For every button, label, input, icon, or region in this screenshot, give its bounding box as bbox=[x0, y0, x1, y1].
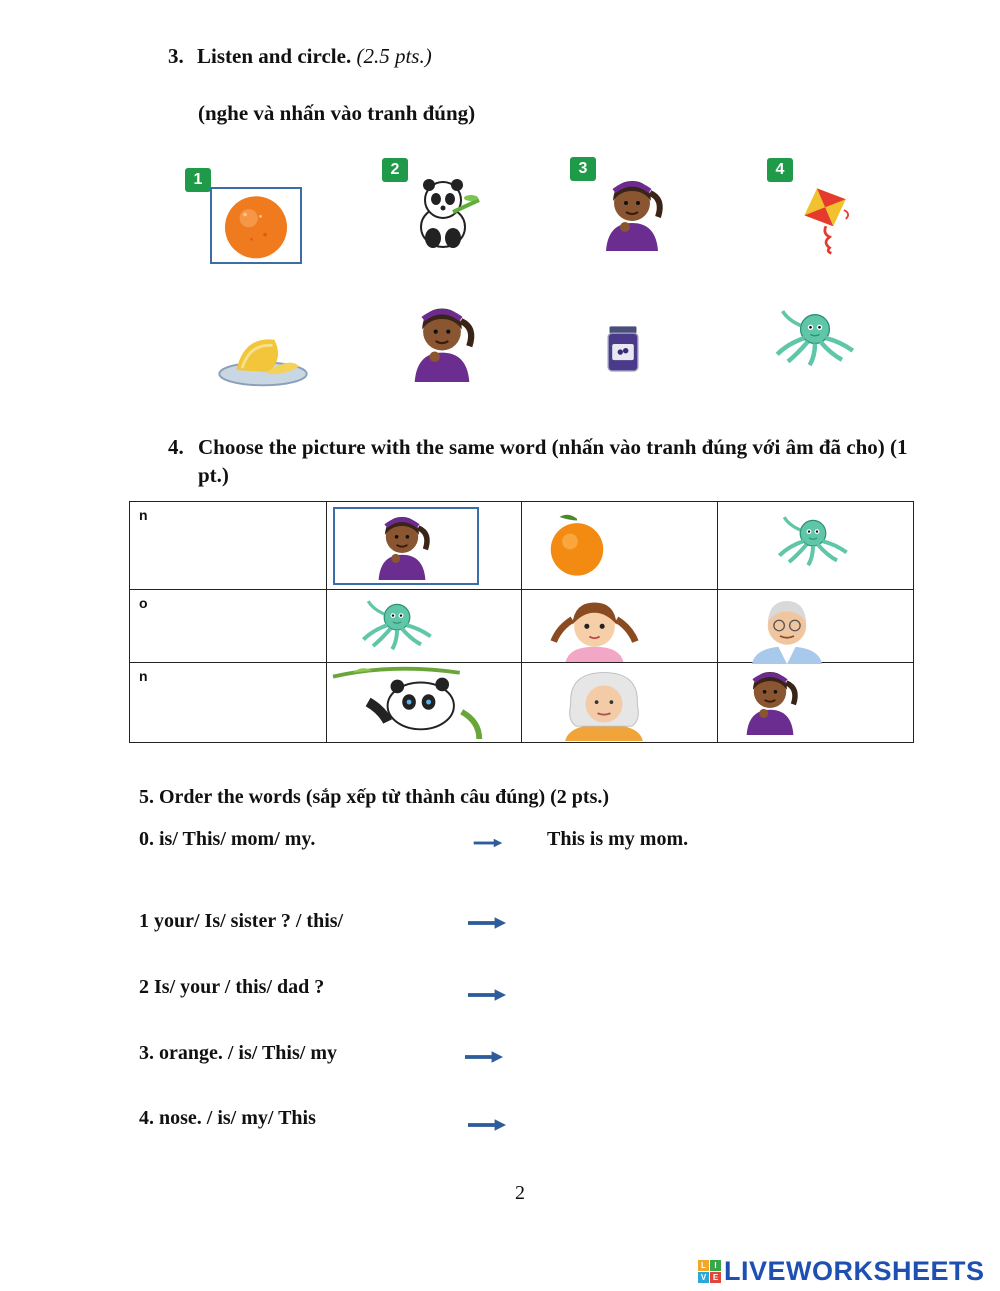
q3-subtitle: (nghe và nhấn vào tranh đúng) bbox=[198, 101, 476, 125]
q3-orange-picture[interactable] bbox=[210, 187, 302, 264]
badge-1: 1 bbox=[185, 168, 211, 192]
grandpa-image bbox=[732, 594, 842, 664]
q4-option[interactable] bbox=[718, 590, 914, 663]
q5-answer-field-4[interactable] bbox=[547, 1106, 907, 1138]
q5-answer-field-3[interactable] bbox=[547, 1040, 907, 1072]
arrow-right-icon bbox=[468, 1118, 506, 1132]
badge-2: 2 bbox=[382, 158, 408, 182]
q3-kite-picture[interactable] bbox=[790, 175, 862, 263]
girl-image bbox=[542, 594, 647, 662]
q5-item-3: 3. orange. / is/ This/ my bbox=[139, 1042, 337, 1064]
logo-text: LIVEWORKSHEETS bbox=[724, 1256, 985, 1286]
octopus-image bbox=[357, 598, 437, 654]
q5-item-4: 4. nose. / is/ my/ This bbox=[139, 1107, 316, 1129]
q4-row-3 bbox=[130, 663, 914, 743]
q5-item-2: 2 Is/ your / this/ dad ? bbox=[139, 976, 325, 998]
q3-jam-picture[interactable] bbox=[596, 315, 650, 381]
badge-3: 3 bbox=[570, 157, 596, 181]
orange-image bbox=[542, 506, 612, 584]
q4-letter-cell bbox=[130, 663, 327, 743]
girl-nose-image bbox=[722, 663, 818, 735]
q3-melon-picture[interactable] bbox=[215, 315, 311, 391]
q4-option[interactable] bbox=[326, 590, 522, 663]
q4-option[interactable] bbox=[326, 502, 522, 590]
arrow-right-icon bbox=[468, 988, 506, 1002]
q4-option[interactable] bbox=[718, 663, 914, 743]
arrow-right-icon bbox=[468, 916, 506, 930]
page-number: 2 bbox=[515, 1182, 525, 1204]
q4-row-1 bbox=[130, 502, 914, 590]
q4-option[interactable] bbox=[522, 590, 718, 663]
q4-title: Choose the picture with the same word (nhấn vào tranh đúng với âm đã cho) (1 pt.) bbox=[198, 435, 908, 487]
logo-icon: L I V E bbox=[698, 1260, 721, 1283]
grandma-image bbox=[544, 667, 664, 741]
q4-table bbox=[129, 501, 914, 743]
q4-letter-cell bbox=[130, 590, 327, 663]
q5-title: 5. Order the words (sắp xếp từ thành câu đúng) (2 pts.) bbox=[139, 786, 610, 808]
q4-letter: n bbox=[139, 507, 148, 523]
q3-girl-nose-picture[interactable] bbox=[592, 170, 672, 252]
q5-example-answer: This is my mom. bbox=[547, 828, 689, 850]
q3-number: 3. bbox=[168, 44, 184, 68]
q3-girl-picture[interactable] bbox=[400, 298, 484, 382]
q4-option[interactable] bbox=[522, 502, 718, 590]
q4-heading bbox=[168, 433, 908, 489]
liveworksheets-logo bbox=[698, 1256, 985, 1287]
q4-option[interactable] bbox=[522, 663, 718, 743]
q5-example-prompt: 0. is/ This/ mom/ my. bbox=[139, 828, 316, 850]
q3-heading bbox=[168, 44, 432, 69]
q5-answer-field-2[interactable] bbox=[547, 976, 907, 1008]
octopus-image bbox=[773, 514, 853, 570]
q4-row-2 bbox=[130, 590, 914, 663]
q4-letter-cell bbox=[130, 502, 327, 590]
q5-item-1: 1 your/ Is/ sister ? / this/ bbox=[139, 910, 344, 932]
q4-option[interactable] bbox=[718, 502, 914, 590]
q3-octopus-picture[interactable] bbox=[770, 305, 860, 373]
q4-letter: o bbox=[139, 595, 148, 611]
q5-answer-field-1[interactable] bbox=[547, 904, 907, 936]
q4-letter: n bbox=[139, 668, 148, 684]
q4-option[interactable] bbox=[326, 663, 522, 743]
q4-number: 4. bbox=[168, 435, 184, 459]
arrow-right-icon bbox=[470, 838, 506, 848]
arrow-right-icon bbox=[465, 1050, 503, 1064]
panda-image bbox=[331, 663, 491, 741]
badge-4: 4 bbox=[767, 158, 793, 182]
girl-nose-image bbox=[357, 508, 447, 580]
q3-title: Listen and circle. bbox=[197, 44, 352, 68]
q3-points: (2.5 pts.) bbox=[356, 44, 432, 68]
q3-panda-picture[interactable] bbox=[405, 172, 485, 252]
